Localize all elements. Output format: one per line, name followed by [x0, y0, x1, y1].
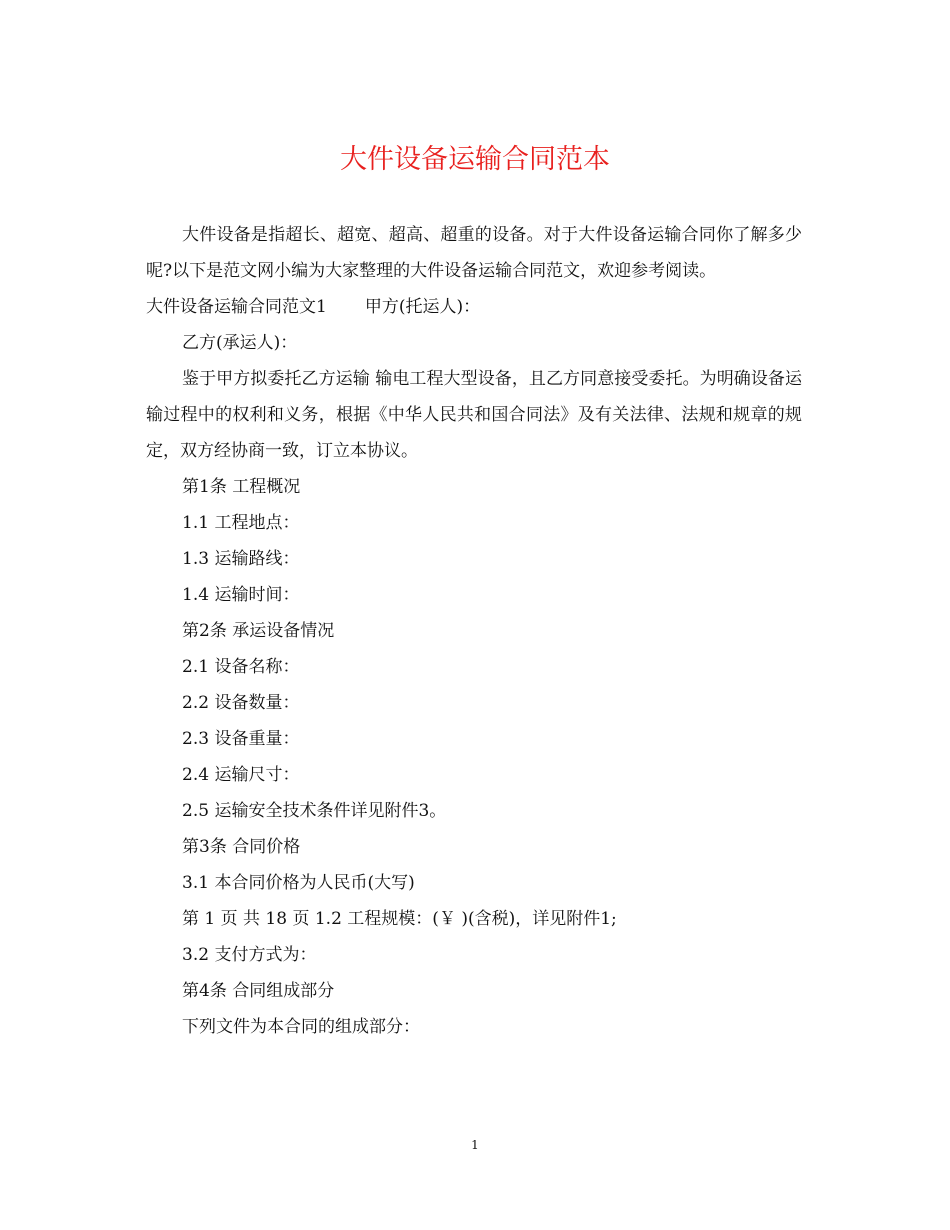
clause-line: 2.3 设备重量： — [182, 729, 300, 749]
document-title: 大件设备运输合同范本 — [340, 144, 610, 175]
clause-line: 1.3 运输路线： — [182, 549, 300, 569]
clause-line: 第1条 工程概况 — [182, 477, 301, 497]
clause-line: 第3条 合同价格 — [182, 837, 301, 857]
clause-line: 3.1 本合同价格为人民币(大写) — [182, 873, 415, 893]
sample-heading-line — [146, 289, 802, 325]
clause-line: 第4条 合同组成部分 — [182, 981, 335, 1001]
clause-line: 2.5 运输安全技术条件详见附件3。 — [182, 801, 447, 821]
preamble-paragraph: 鉴于甲方拟委托乙方运输 输电工程大型设备，且乙方同意接受委托。为明确设备运输过程中的权利和义务，根据《中华人民共和国合同法》及有关法律、法规和规章的规定，双方经协商一致，订立本协议。 — [146, 369, 802, 461]
party-a-label: 甲方(托运人)： — [364, 297, 481, 317]
clause-line: 第2条 承运设备情况 — [182, 621, 335, 641]
clause-line: 2.1 设备名称： — [182, 657, 300, 677]
document-body — [146, 217, 802, 1045]
clause-line: 3.2 支付方式为： — [182, 945, 317, 965]
clause-line: 2.2 设备数量： — [182, 693, 300, 713]
party-b-label: 乙方(承运人)： — [182, 333, 298, 353]
clause-line: 第 1 页 共 18 页 1.2 工程规模：(￥ )(含税)，详见附件1; — [182, 909, 617, 929]
clause-line: 1.4 运输时间： — [182, 585, 300, 605]
clause-line: 1.1 工程地点： — [182, 513, 300, 533]
clause-line: 2.4 运输尺寸： — [182, 765, 300, 785]
sample-heading: 大件设备运输合同范文1 — [146, 297, 327, 317]
intro-paragraph: 大件设备是指超长、超宽、超高、超重的设备。对于大件设备运输合同你了解多少呢?以下是范文网小编为大家整理的大件设备运输合同范文，欢迎参考阅读。 — [146, 225, 802, 281]
page-number: 1 — [471, 1138, 479, 1152]
clause-line: 下列文件为本合同的组成部分： — [182, 1017, 420, 1037]
